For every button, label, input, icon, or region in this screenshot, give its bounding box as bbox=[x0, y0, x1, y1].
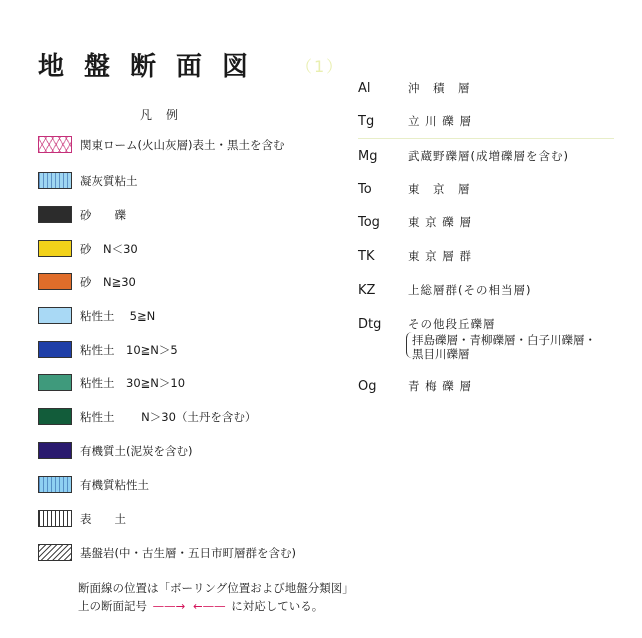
legend-label: 砂 N＜30 bbox=[80, 241, 138, 256]
legend-item bbox=[38, 408, 256, 425]
legend-label: 粘性土 30≧N＞10 bbox=[80, 375, 186, 390]
formation-code: TK bbox=[358, 249, 375, 264]
legend-swatch bbox=[38, 240, 72, 257]
legend-item bbox=[38, 240, 138, 257]
legend-item bbox=[38, 273, 136, 290]
page-title: 地盤断面図 bbox=[38, 52, 269, 82]
legend-label: 凝灰質粘土 bbox=[80, 173, 138, 188]
formation-row bbox=[358, 248, 472, 264]
formation-row bbox=[358, 282, 531, 298]
legend-swatch bbox=[38, 408, 72, 425]
formation-code: Al bbox=[358, 81, 371, 96]
arrow-right-icon: ——→ bbox=[152, 599, 186, 613]
legend-swatch bbox=[38, 172, 72, 189]
legend-heading: 凡例 bbox=[140, 108, 193, 122]
legend-swatch bbox=[38, 206, 72, 223]
formation-name: 上総層群(その相当層) bbox=[408, 283, 532, 297]
formation-row bbox=[358, 378, 472, 394]
divider-line bbox=[358, 138, 614, 139]
legend-swatch bbox=[38, 442, 72, 459]
formation-subline: 黒目川礫層 bbox=[412, 347, 470, 361]
legend-item bbox=[38, 341, 178, 358]
formation-subline: 拝島礫層・青柳礫層・白子川礫層・ bbox=[412, 333, 596, 347]
legend-swatch bbox=[38, 307, 72, 324]
formation-code: KZ bbox=[358, 283, 376, 298]
legend-label: 表 土 bbox=[80, 511, 126, 526]
formation-code: Tog bbox=[358, 215, 380, 230]
formation-row bbox=[358, 148, 569, 164]
arrow-left-icon: ←—— bbox=[192, 599, 226, 613]
note-line-1: 断面線の位置は「ボーリング位置および地盤分類図」 bbox=[78, 581, 354, 595]
note-line-2-prefix: 上の断面記号 bbox=[78, 599, 147, 613]
legend-label: 粘性土 10≧N＞5 bbox=[80, 342, 178, 357]
legend-item bbox=[38, 136, 284, 153]
legend-item bbox=[38, 172, 138, 189]
note-line-2-suffix: に対応している。 bbox=[231, 599, 324, 613]
legend-item bbox=[38, 374, 185, 391]
formation-code: Dtg bbox=[358, 317, 382, 332]
note-line-2 bbox=[78, 598, 323, 614]
legend-label: 粘性土 5≧N bbox=[80, 308, 156, 323]
formation-row bbox=[358, 316, 496, 332]
formation-name: その他段丘礫層 bbox=[408, 317, 496, 331]
formation-name: 沖 積 層 bbox=[408, 81, 471, 95]
legend-item bbox=[38, 476, 149, 493]
legend-item bbox=[38, 206, 126, 223]
formation-row bbox=[358, 113, 472, 129]
legend-label: 有機質土(泥炭を含む) bbox=[80, 443, 193, 458]
legend-swatch bbox=[38, 273, 72, 290]
legend-label: 基盤岩(中・古生層・五日市町層群を含む) bbox=[80, 545, 296, 560]
formation-name: 青 梅 礫 層 bbox=[408, 379, 472, 393]
legend-label: 砂 礫 bbox=[80, 207, 126, 222]
formation-code: Mg bbox=[358, 149, 378, 164]
legend-swatch bbox=[38, 510, 72, 527]
legend-label: 粘性土 N＞30（土丹を含む） bbox=[80, 409, 257, 424]
formation-code: To bbox=[358, 182, 372, 197]
legend-label: 関東ローム(火山灰層)表土・黒土を含む bbox=[80, 137, 285, 152]
legend-label: 砂 N≧30 bbox=[80, 274, 136, 289]
legend-item bbox=[38, 307, 155, 324]
formation-name: 武蔵野礫層(成増礫層を含む) bbox=[408, 149, 569, 163]
legend-swatch bbox=[38, 341, 72, 358]
formation-row bbox=[358, 181, 471, 197]
formation-row bbox=[358, 80, 471, 96]
legend-swatch bbox=[38, 544, 72, 561]
legend-swatch bbox=[38, 136, 72, 153]
formation-code: Og bbox=[358, 379, 377, 394]
formation-name: 東 京 礫 層 bbox=[408, 215, 472, 229]
page-title-suffix: （1） bbox=[296, 57, 345, 76]
legend-item bbox=[38, 510, 126, 527]
legend-item bbox=[38, 544, 296, 561]
legend-swatch bbox=[38, 476, 72, 493]
legend-swatch bbox=[38, 374, 72, 391]
legend-label: 有機質粘性土 bbox=[80, 477, 149, 492]
formation-name: 東 京 層 群 bbox=[408, 249, 472, 263]
formation-row bbox=[358, 214, 472, 230]
formation-name: 立 川 礫 層 bbox=[408, 114, 472, 128]
formation-code: Tg bbox=[358, 114, 375, 129]
legend-item bbox=[38, 442, 192, 459]
formation-name: 東 京 層 bbox=[408, 182, 471, 196]
